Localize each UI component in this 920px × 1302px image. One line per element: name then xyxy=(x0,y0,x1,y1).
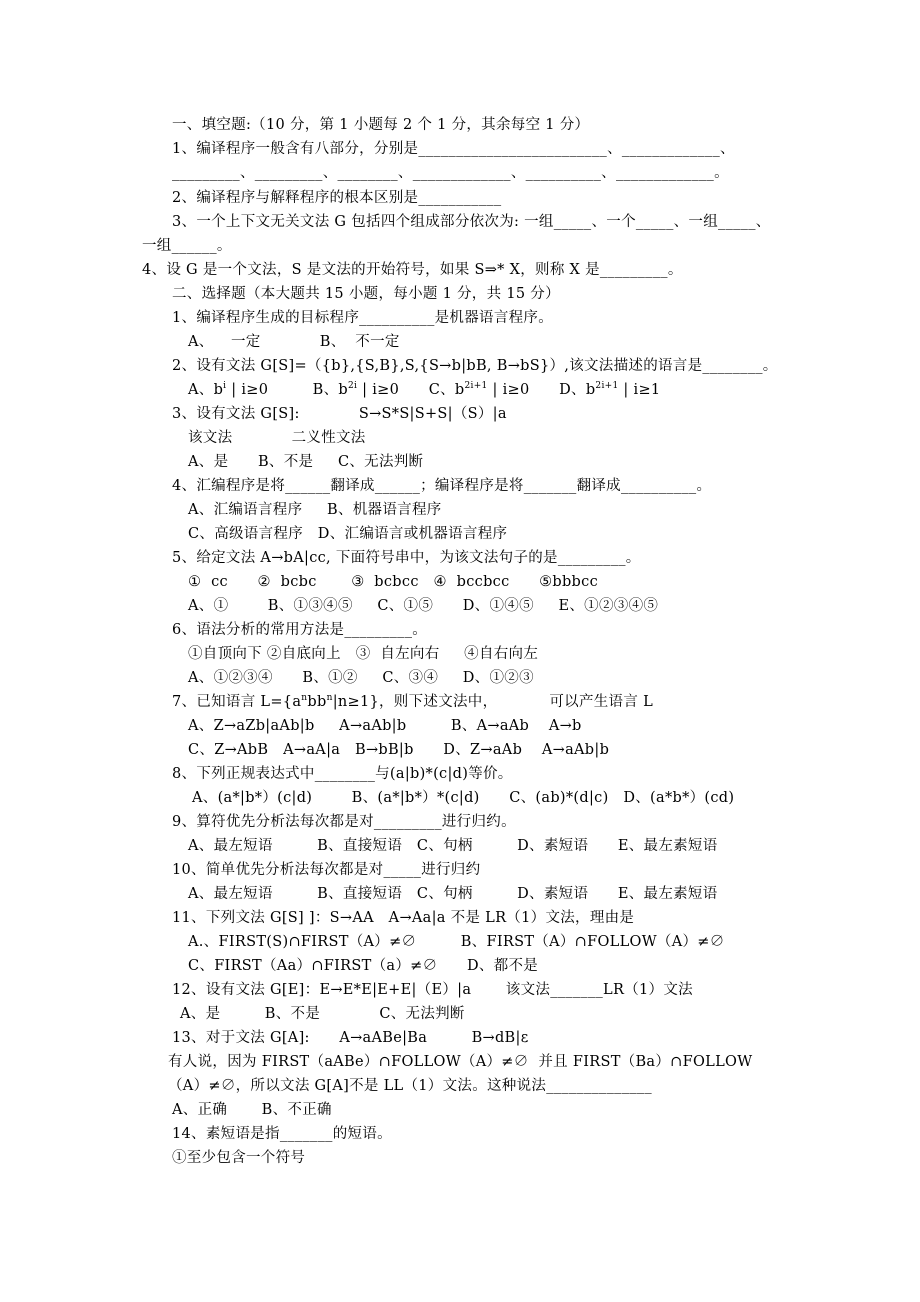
question-2-14: 14、素短语是指_______的短语。 xyxy=(172,1126,392,1142)
question-2-11: 11、下列文法 G[S] ]：S→AA A→Aa|a 不是 LR（1）文法，理由是 xyxy=(172,910,635,926)
question-2-8-options: A、(a*|b*）(c|d) B、(a*|b*）*(c|d) C、(ab)*(d|c) D、(a*b*）(cd) xyxy=(192,790,735,806)
question-1-2: 2、编译程序与解释程序的根本区别是___________ xyxy=(172,190,502,206)
question-1-3-cont: 一组______。 xyxy=(142,238,232,254)
question-2-3: 3、设有文法 G[S]: S→S*S|S+S|（S）|a xyxy=(172,406,507,422)
question-2-7: 7、已知语言 $L=\{a^nbb^n|n\ge 1\}$，则下述文法中， 可以产生语言 L xyxy=(172,693,653,710)
question-2-9: 9、算符优先分析法每次都是对_________进行归约。 xyxy=(172,814,516,830)
question-1-1: 1、编译程序一般含有八部分，分别是_________________________、_____________、 xyxy=(172,141,735,157)
question-2-4-options-b: C、高级语言程序 D、汇编语言或机器语言程序 xyxy=(188,526,508,542)
question-2-3-options: A、是 B、不是 C、无法判断 xyxy=(188,454,424,470)
question-2-13-options: A、正确 B、不正确 xyxy=(172,1102,332,1118)
section1-heading: 一、填空题:（10 分，第 1 小题每 2 个 1 分，其余每空 1 分） xyxy=(172,117,590,133)
question-2-5-items: ① cc ② bcbc ③ bcbcc ④ bccbcc ⑤bbbcc xyxy=(188,574,598,590)
question-2-5-options: A、① B、①③④⑤ C、①⑤ D、①④⑤ E、①②③④⑤ xyxy=(188,598,659,614)
question-1-1-cont: _________、_________、________、_____________、__________、_____________。 xyxy=(172,165,729,181)
question-2-13: 13、对于文法 G[A]: A→aABe|Ba B→dB|ε xyxy=(172,1030,529,1046)
question-2-6-items: ①自顶向下 ②自底向上 ③ 自左向右 ④自右向左 xyxy=(188,646,539,662)
question-2-7-options-a: A、Z→aZb|aAb|b A→aAb|b B、A→aAb A→b xyxy=(188,718,582,734)
question-2-2: 2、设有文法 G[S]=（{b},{S,B},S,{S→b|bB, B→bS}）,该文法描述的语言是________。 xyxy=(172,358,778,374)
question-2-10-options: A、最左短语 B、直接短语 C、句柄 D、素短语 E、最左素短语 xyxy=(188,886,718,902)
question-2-6: 6、语法分析的常用方法是_________。 xyxy=(172,622,428,638)
question-2-4: 4、汇编程序是将______翻译成______；编译程序是将_______翻译成__________。 xyxy=(172,478,712,494)
question-1-3: 3、一个上下文无关文法 G 包括四个组成部分依次为: 一组_____、一个_____、一组_____、 xyxy=(172,214,771,230)
question-2-3-stem: 该文法 二义性文法 xyxy=(188,430,366,446)
question-2-11-options-a: A.、FIRST(S)∩FIRST（A）≠∅ B、FIRST（A）∩FOLLOW（A）≠∅ xyxy=(188,934,725,950)
question-1-4: 4、设 G 是一个文法，S 是文法的开始符号，如果 S⇒* X，则称 X 是_________。 xyxy=(142,262,683,278)
question-2-14-item: ①至少包含一个符号 xyxy=(172,1150,306,1166)
question-2-10: 10、简单优先分析法每次都是对_____进行归约 xyxy=(172,862,481,878)
question-2-4-options-a: A、汇编语言程序 B、机器语言程序 xyxy=(188,502,442,518)
question-2-8: 8、下列正规表达式中________与(a|b)*(c|d)等价。 xyxy=(172,766,513,782)
question-2-2-options: A、$b^i$ | i≥0 B、$b^{2i}$ | i≥0 C、$b^{2i+1}$ | i≥0 D、$b^{2i+1}$ | i≥1 xyxy=(188,381,661,398)
question-2-6-options: A、①②③④ B、①② C、③④ D、①②③ xyxy=(188,670,534,686)
question-2-1: 1、编译程序生成的目标程序__________是机器语言程序。 xyxy=(172,310,554,326)
question-2-12-options: A、是 B、不是 C、无法判断 xyxy=(180,1006,465,1022)
question-2-13-cont: 有人说，因为 FIRST（aABe）∩FOLLOW（A）≠∅ 并且 FIRST（Ba）∩FOLLOW xyxy=(168,1054,753,1070)
question-2-7-options-b: C、Z→AbB A→aA|a B→bB|b D、Z→aAb A→aAb|b xyxy=(188,742,610,758)
question-2-13-cont-2: （A）≠∅，所以文法 G[A]不是 LL（1）文法。这种说法______________ xyxy=(168,1078,652,1094)
question-2-1-options: A、 一定 B、 不一定 xyxy=(188,334,400,350)
question-2-12: 12、设有文法 G[E]：E→E*E|E+E|（E）|a 该文法_______LR（1）文法 xyxy=(172,982,693,998)
question-2-11-options-b: C、FIRST（Aa）∩FIRST（a）≠∅ D、都不是 xyxy=(188,958,539,974)
question-2-9-options: A、最左短语 B、直接短语 C、句柄 D、素短语 E、最左素短语 xyxy=(188,838,718,854)
section2-heading: 二、选择题（本大题共 15 小题，每小题 1 分，共 15 分） xyxy=(172,286,560,302)
question-2-5: 5、给定文法 A→bA|cc, 下面符号串中，为该文法句子的是_________。 xyxy=(172,550,641,566)
